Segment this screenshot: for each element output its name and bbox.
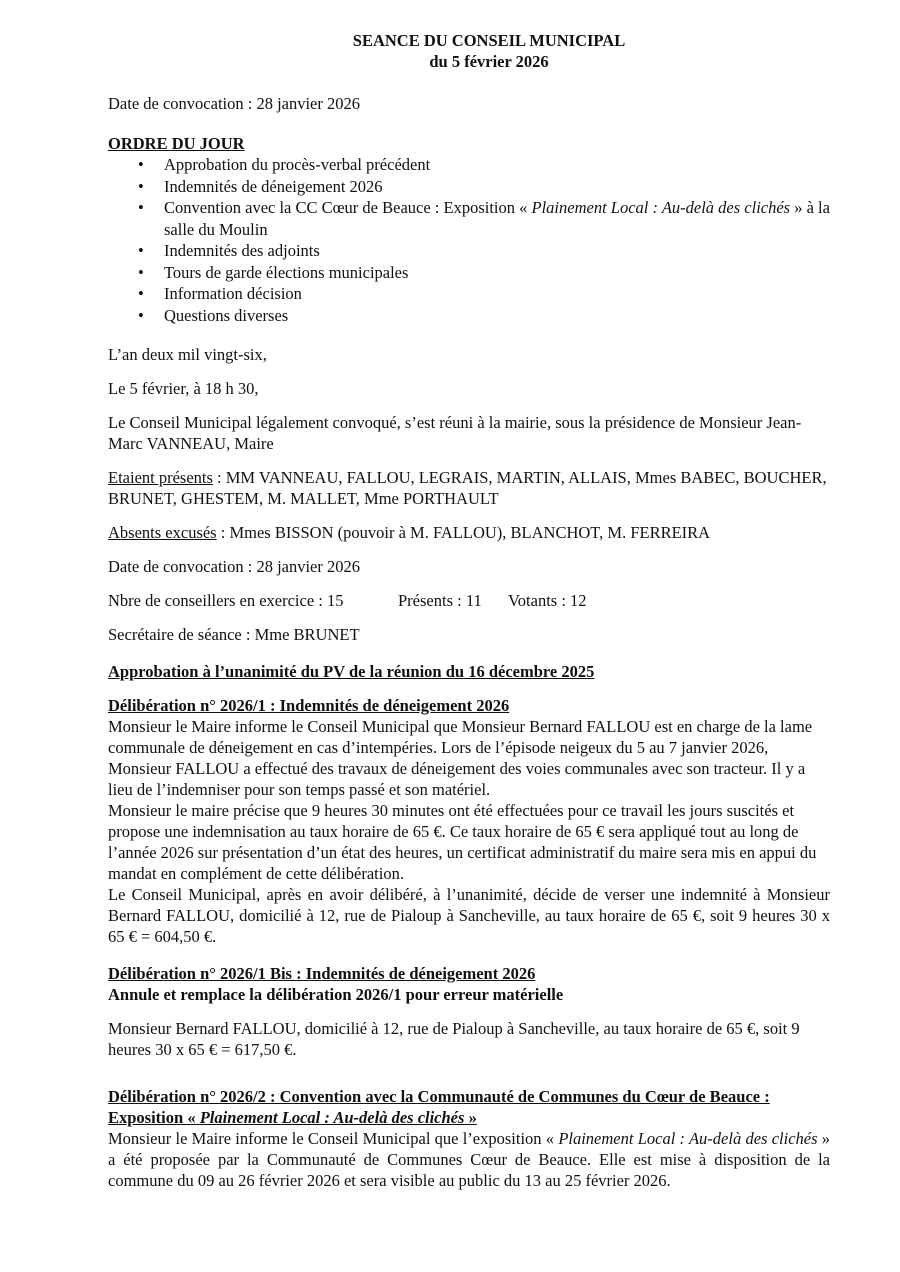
agenda-item: • Approbation du procès-verbal précédent <box>164 154 830 176</box>
absents-paragraph <box>108 522 830 543</box>
presents-count: Présents : 11 <box>398 591 482 610</box>
convocation-date-bottom: Date de convocation : 28 janvier 2026 <box>108 557 361 576</box>
deliberation-2-text-start: Monsieur le Maire informe le Conseil Municipal que l’exposition « <box>108 1129 559 1148</box>
document-page <box>108 30 830 1191</box>
convocation-date-top: Date de convocation : 28 janvier 2026 <box>108 94 361 113</box>
absents-text: : Mmes BISSON (pouvoir à M. FALLOU), BLANCHOT, M. FERREIRA <box>216 523 711 542</box>
document-title <box>148 30 830 72</box>
agenda-item-convention <box>164 197 830 240</box>
deliberation-2-text-end: » a été proposée par la Communauté de Communes Cœur de Beauce. Elle est mise à disposition de la commune du 09 au 26 février 2026 et sera visible au public du 13 au 25 février 2026. <box>108 1129 831 1190</box>
presents-text: : MM VANNEAU, FALLOU, LEGRAIS, MARTIN, ALLAIS, Mmes BABEC, BOUCHER, BRUNET, GHESTEM, M. MALLET, Mme PORTHAULT <box>108 468 827 508</box>
conseillers-count: Nbre de conseillers en exercice : 15 <box>108 591 344 610</box>
title-line: SEANCE DU CONSEIL MUNICIPAL <box>352 31 626 50</box>
deliberation-1bis-subheading: Annule et remplace la délibération 2026/1 pour erreur matérielle <box>108 985 564 1004</box>
deliberation-2-paragraph <box>108 1128 830 1191</box>
deliberation-2-heading-line2 <box>108 1107 830 1128</box>
deliberation-1bis-heading: Délibération n° 2026/1 Bis : Indemnités de déneigement 2026 <box>108 964 536 983</box>
deliberation-1bis-paragraph: Monsieur Bernard FALLOU, domicilié à 12, rue de Pialoup à Sancheville, au taux horaire de 65 €, soit 9 heures 30 x 65 € = 617,50 €. <box>108 1019 800 1059</box>
deliberation-1-paragraph: Le Conseil Municipal, après en avoir délibéré, à l’unanimité, décide de verser une indemnité à Monsieur Bernard FALLOU, domicilié à 12, rue de Pialoup à Sancheville, au taux horaire de 65 €, soit 9 heures 30 x 65 € = 604,50 €. <box>108 885 830 946</box>
title-date: du 5 février 2026 <box>429 52 549 71</box>
agenda-item-text: Convention avec la CC Cœur de Beauce : Exposition « <box>164 198 532 217</box>
presents-paragraph <box>108 467 830 509</box>
opening-convened: Le Conseil Municipal légalement convoqué, s’est réuni à la mairie, sous la présidence de Monsieur Jean-Marc VANNEAU, Maire <box>108 413 802 453</box>
agenda-list <box>108 154 830 326</box>
exhibition-title: Plainement Local : Au-delà des clichés <box>199 1108 465 1127</box>
exhibition-title: Plainement Local : Au-delà des clichés <box>558 1129 818 1148</box>
council-stats <box>108 590 830 611</box>
agenda-item: • Information décision <box>164 283 830 305</box>
exhibition-title: Plainement Local : Au-delà des clichés <box>531 198 791 217</box>
deliberation-1-paragraph: Monsieur le Maire informe le Conseil Municipal que Monsieur Bernard FALLOU est en charge de la lame communale de déneigement en cas d’intempéries. Lors de l’épisode neigeux du 5 au 7 janvier 2026, Monsieur FALLOU a effectué des travaux de déneigement des voies communales avec son tracteur. Il y a lieu de l’indemniser pour son temps passé et son matériel. <box>108 717 813 799</box>
agenda-item-text-end: » à la salle du Moulin <box>164 198 830 239</box>
deliberation-2-heading-start: Exposition « <box>108 1108 200 1127</box>
deliberation-2-heading: Délibération n° 2026/2 : Convention avec la Communauté de Communes du Cœur de Beauce : <box>108 1087 770 1106</box>
secretaire: Secrétaire de séance : Mme BRUNET <box>108 625 360 644</box>
deliberation-2-heading-end: » <box>464 1108 477 1127</box>
agenda-item: • Indemnités de déneigement 2026 <box>164 176 830 198</box>
opening-date-time: Le 5 février, à 18 h 30, <box>108 379 259 398</box>
votants-count: Votants : 12 <box>508 591 587 610</box>
agenda-heading: ORDRE DU JOUR <box>108 134 245 153</box>
opening-year: L’an deux mil vingt-six, <box>108 345 267 364</box>
agenda-item: • Tours de garde élections municipales <box>164 262 830 284</box>
agenda-item: • Indemnités des adjoints <box>164 240 830 262</box>
absents-label: Absents excusés <box>108 523 217 542</box>
approbation-heading: Approbation à l’unanimité du PV de la réunion du 16 décembre 2025 <box>108 662 595 681</box>
deliberation-1-paragraph: Monsieur le maire précise que 9 heures 30 minutes ont été effectuées pour ce travail les jours suscités et propose une indemnisation au taux horaire de 65 €. Ce taux horaire de 65 € sera appliqué tout au long de l’année 2026 sur présentation d’un état des heures, un certificat administratif du maire sera mis en appui du mandat en complément de cette délibération. <box>108 801 817 883</box>
presents-label: Etaient présents <box>108 468 213 487</box>
agenda-item: • Questions diverses <box>164 305 830 327</box>
deliberation-1-heading: Délibération n° 2026/1 : Indemnités de déneigement 2026 <box>108 696 510 715</box>
